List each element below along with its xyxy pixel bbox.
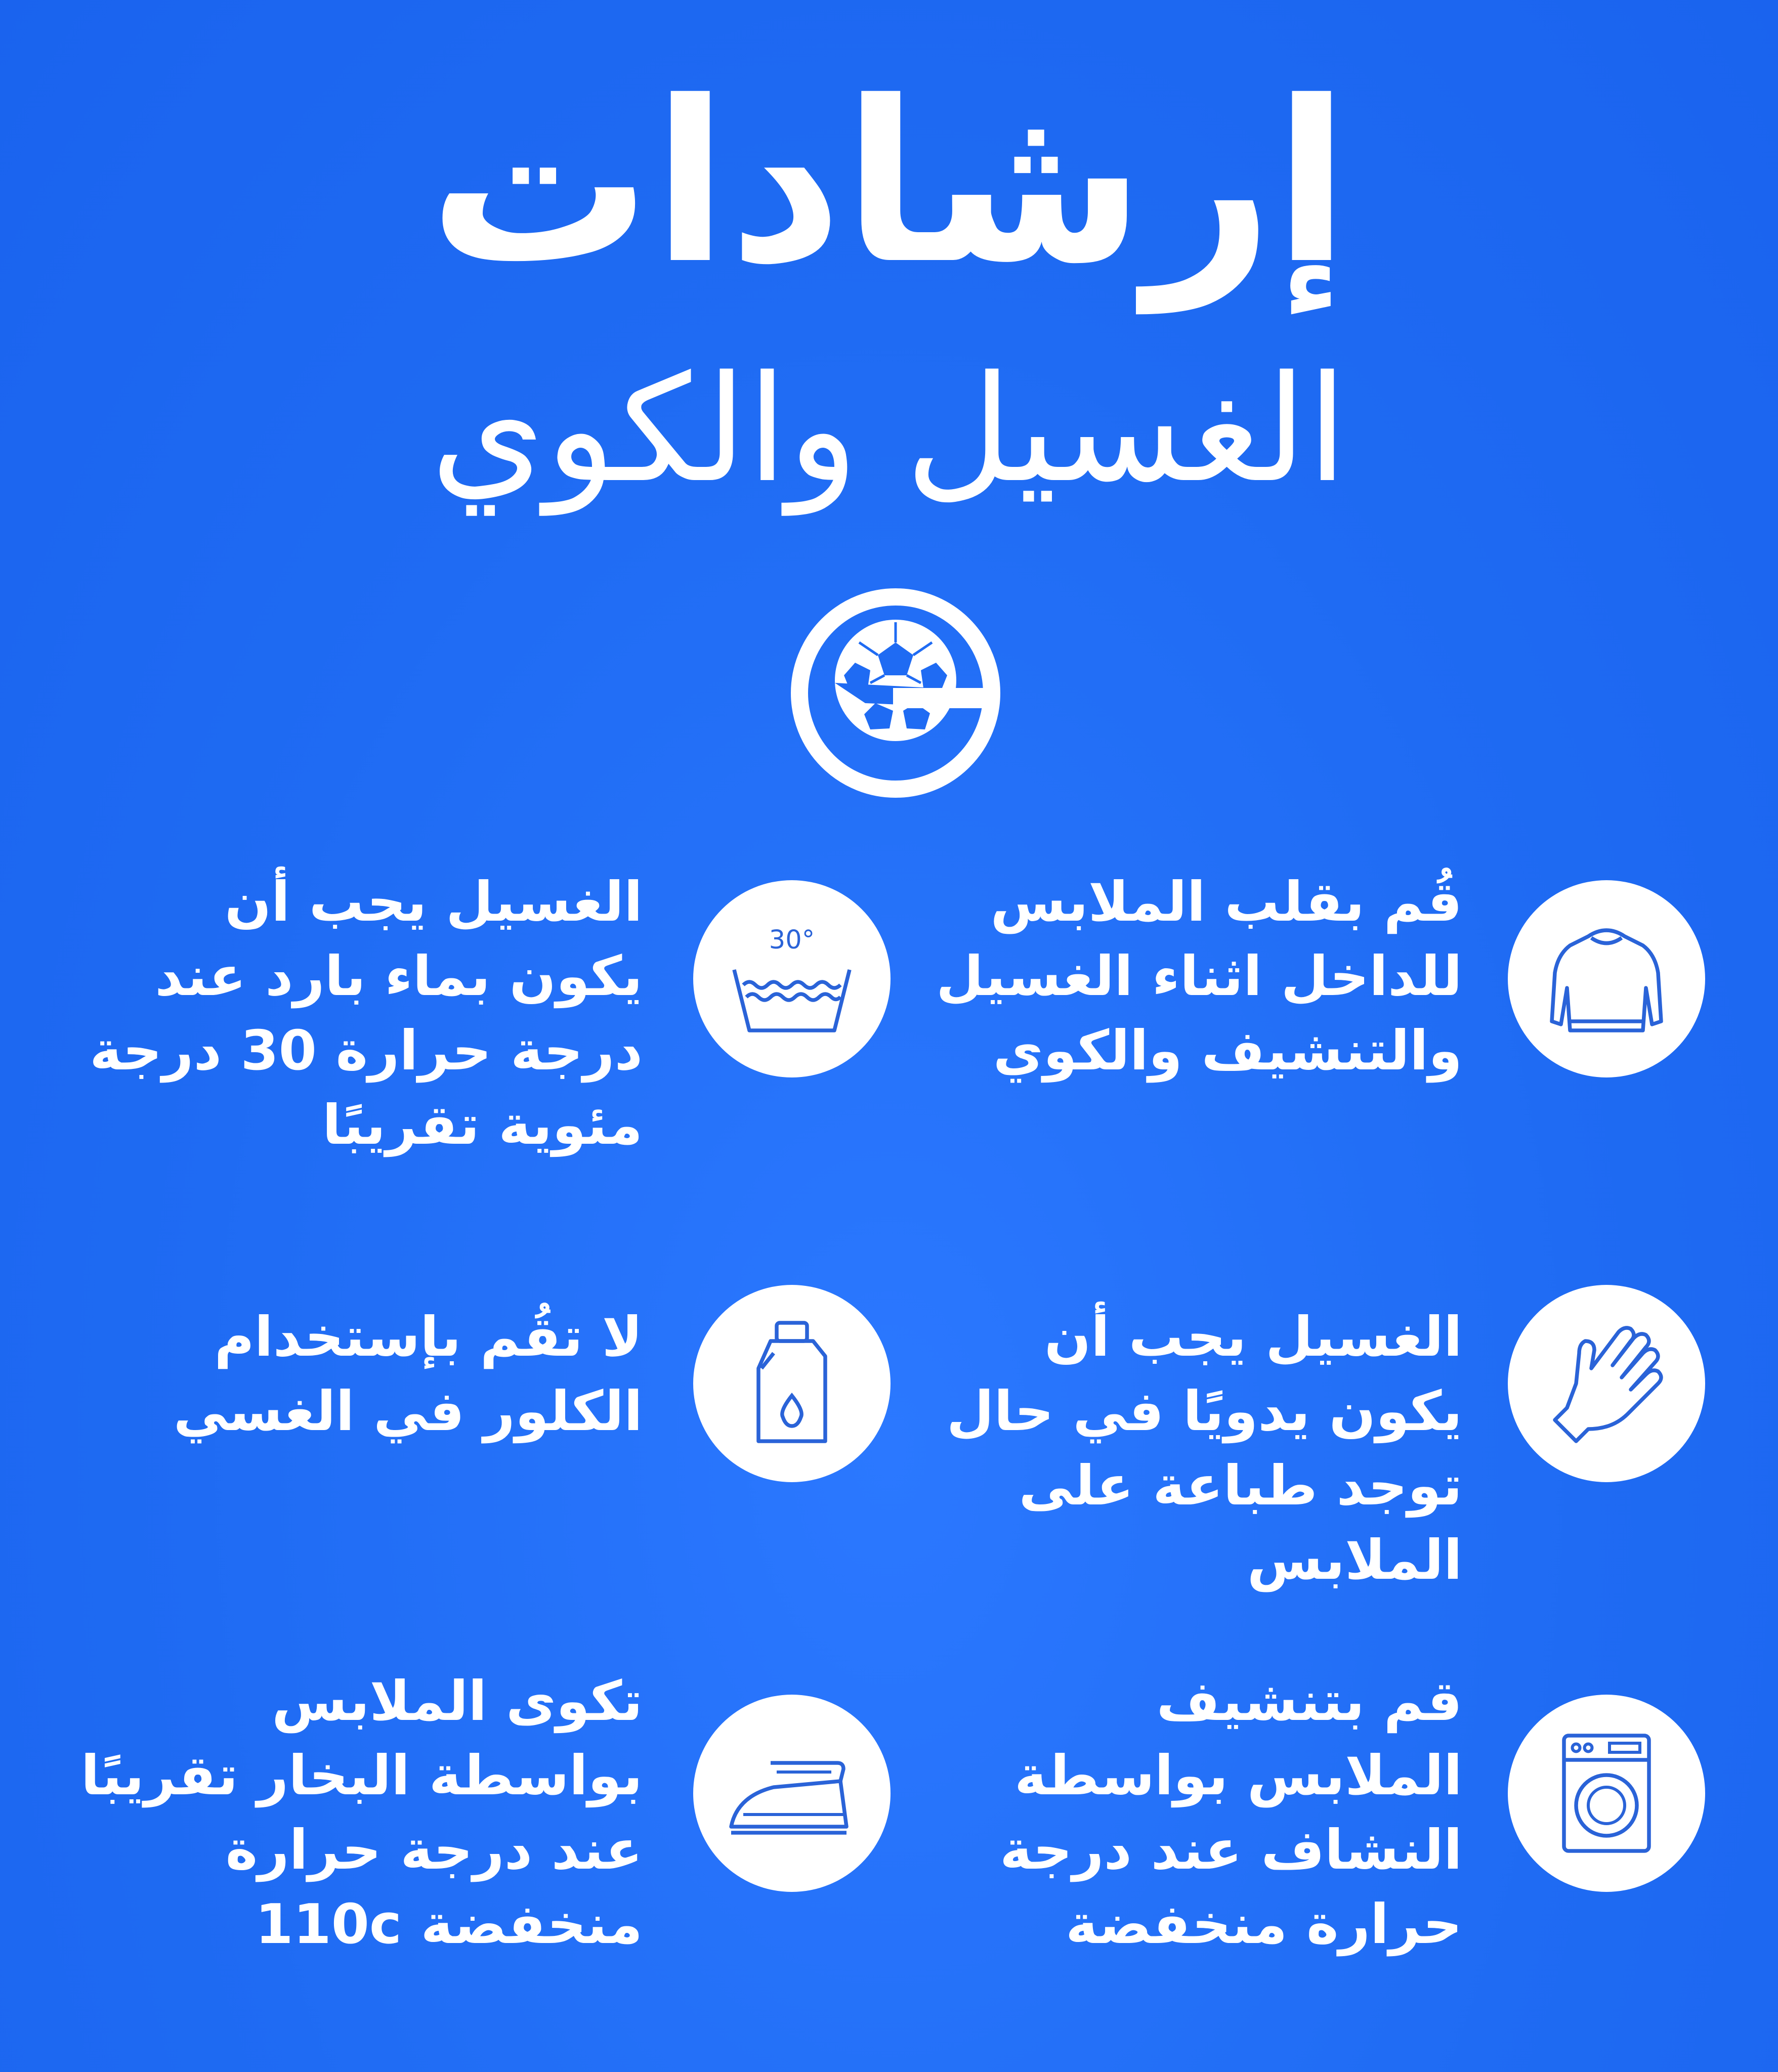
instruction-no-bleach (137, 1300, 643, 1449)
page-subtitle: الغسيل والكوي (430, 344, 1348, 515)
instruction-line: عند درجة حرارة (225, 1819, 643, 1882)
instruction-line: لا تقُم بإستخدام (214, 1306, 643, 1369)
instruction-line: للداخل اثناء الغسيل (936, 945, 1462, 1008)
instruction-line: بواسطة البخار تقريبًا (80, 1744, 643, 1807)
instruction-line: توجد طباعة على (1019, 1454, 1462, 1518)
bleach-bottle-icon (716, 1308, 868, 1459)
dryer-circle (1508, 1695, 1705, 1892)
instruction-line: تكوى الملابس (272, 1670, 643, 1733)
instruction-tumble-dry (956, 1664, 1462, 1962)
instruction-line: قُم بقلب الملابس (990, 871, 1462, 934)
g-football-logo-icon (789, 587, 1002, 799)
steam-iron-icon (716, 1717, 868, 1869)
iron-circle (693, 1695, 891, 1892)
instruction-line: منخفضة 110c (255, 1893, 643, 1956)
sweater-icon (1531, 903, 1682, 1055)
hand-wash-circle (1508, 1285, 1705, 1482)
instruction-line: الغسيل يجب أن (1044, 1306, 1462, 1369)
instruction-line: الغسيل يجب أن (224, 871, 643, 934)
instruction-line: الملابس (1247, 1529, 1462, 1592)
instruction-cold-wash (90, 865, 643, 1162)
instruction-line: الملابس بواسطة (1014, 1744, 1462, 1807)
instruction-line: حرارة منخفضة (1065, 1893, 1462, 1956)
instruction-line: قم بتنشيف (1156, 1670, 1462, 1733)
page-title: إرشادات (428, 54, 1350, 313)
instruction-line: درجة حرارة 30 درجة (90, 1019, 643, 1083)
instruction-hand-wash (946, 1300, 1462, 1598)
washing-machine-icon (1531, 1717, 1682, 1869)
wash-30-circle (693, 880, 891, 1077)
instruction-line: يكون يدويًا في حال (946, 1380, 1462, 1443)
sweater-circle (1508, 880, 1705, 1077)
instruction-line: النشاف عند درجة (1000, 1819, 1462, 1882)
instruction-turn-inside-out (936, 865, 1462, 1088)
instruction-line: والتنشيف والكوي (993, 1019, 1462, 1083)
instruction-line: يكون بماء بارد عند (155, 945, 643, 1008)
instruction-line: مئوية تقريبًا (322, 1094, 643, 1157)
wash-temperature-label: 30° (769, 925, 815, 955)
instruction-steam-iron (80, 1664, 643, 1962)
wash-30-icon (716, 903, 868, 1055)
bleach-circle (693, 1285, 891, 1482)
hand-wash-icon (1531, 1308, 1682, 1459)
instruction-line: الكلور في الغسي (173, 1380, 643, 1443)
